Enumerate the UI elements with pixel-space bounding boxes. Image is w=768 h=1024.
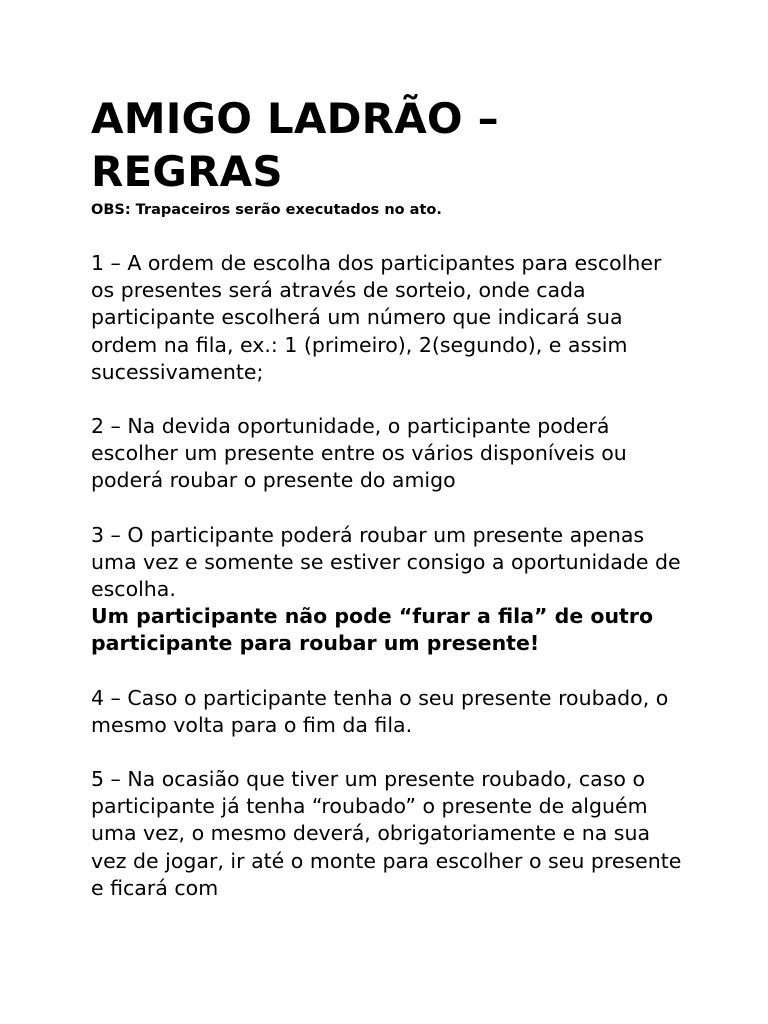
rule-3-text: 3 – O participante poderá roubar um presente apenas uma vez e somente se estiver consigo a oportunidade de escolha. — [91, 522, 681, 602]
rule-5 — [91, 766, 691, 902]
rule-3-emphasis: Um participante não pode “furar a fila” de outro participante para roubar um presente! — [91, 604, 654, 656]
obs-note: OBS: Trapaceiros serão executados no ato. — [91, 202, 442, 218]
rule-5-text: 5 – Na ocasião que tiver um presente roubado, caso o participante já tenha “roubado” o presente de alguém uma vez, o mesmo deverá, obrigatoriamente e na sua vez de jogar, ir até o monte para escolher o seu presente e ficará com — [91, 767, 682, 900]
rule-1 — [91, 250, 691, 386]
rule-1-text: 1 – A ordem de escolha dos participantes para escolher os presentes será através de sorteio, onde cada participante escolherá um número que indicará sua ordem na fila, ex.: 1 (primeiro), 2(segundo), e assim sucessivamente; — [91, 251, 662, 384]
document-title — [91, 92, 691, 198]
rule-2-text: 2 – Na devida oportunidade, o participante poderá escolher um presente entre os vários disponíveis ou poderá roubar o presente do amigo — [91, 414, 627, 493]
title-line-2: REGRAS — [91, 147, 283, 196]
document-page — [91, 92, 691, 929]
title-line-1: AMIGO LADRÃO – — [91, 94, 499, 143]
rule-2 — [91, 413, 691, 495]
rule-3 — [91, 522, 691, 658]
rule-4-text: 4 – Caso o participante tenha o seu presente roubado, o mesmo volta para o fim da fila. — [91, 685, 669, 737]
rule-4 — [91, 685, 691, 739]
rules-list — [91, 250, 691, 902]
